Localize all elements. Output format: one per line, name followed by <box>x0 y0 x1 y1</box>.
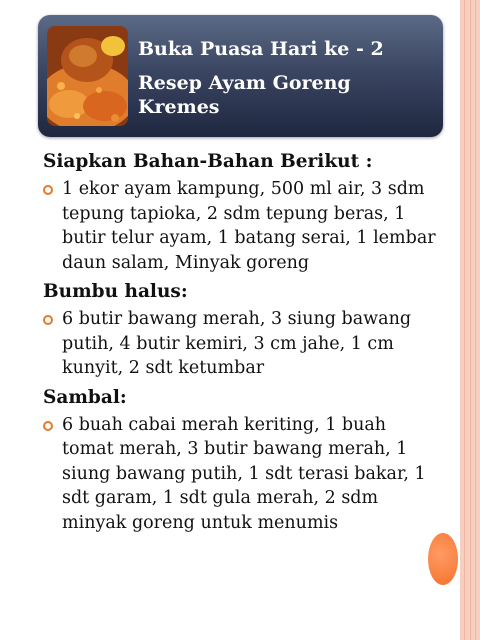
decorative-orange-oval <box>428 533 458 585</box>
title-line-2: Resep Ayam Goreng Kremes <box>138 72 351 118</box>
slide-right-border <box>460 0 480 640</box>
title-banner <box>38 15 443 137</box>
border-line <box>475 0 476 640</box>
list-item <box>43 413 443 536</box>
item-text: 6 buah cabai merah keriting, 1 buah tomat merah, 3 butir bawang merah, 1 siung bawang putih, 1 sdt terasi bakar, 1 sdt garam, 1 sdt gula merah, 2 sdm minyak goreng untuk menumis <box>62 414 426 533</box>
section-heading: Sambal: <box>43 386 127 408</box>
bullet-icon <box>43 315 53 325</box>
item-text: 6 butir bawang merah, 3 siung bawang putih, 4 butir kemiri, 3 cm jahe, 1 cm kunyit, 2 sdt ketumbar <box>62 309 412 378</box>
recipe-content <box>43 149 443 539</box>
border-line <box>470 0 471 640</box>
section-heading: Siapkan Bahan-Bahan Berikut : <box>43 151 373 172</box>
bullet-icon <box>43 185 53 195</box>
border-line <box>464 0 465 640</box>
fried-chicken-photo <box>47 26 128 126</box>
section-heading: Bumbu halus: <box>43 281 188 302</box>
bullet-icon <box>43 421 53 431</box>
item-text: 1 ekor ayam kampung, 500 ml air, 3 sdm tepung tapioka, 2 sdm tepung beras, 1 butir telur ayam, 1 batang serai, 1 lembar daun salam, Minyak goreng <box>62 179 436 273</box>
list-item <box>43 177 443 275</box>
list-item <box>43 307 443 381</box>
title-line-1: Buka Puasa Hari ke - 2 <box>138 38 384 60</box>
